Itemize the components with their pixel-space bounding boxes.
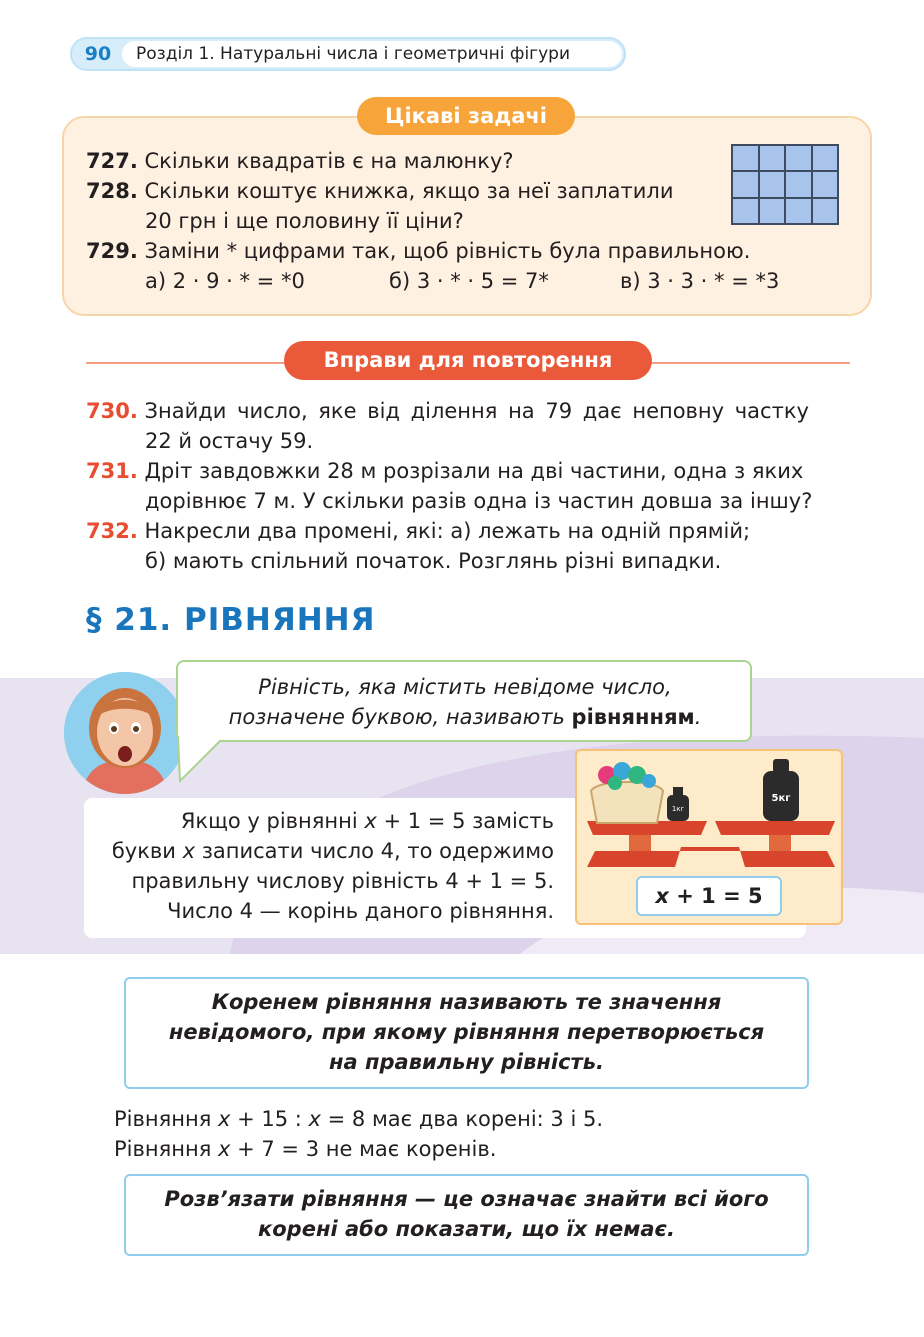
root-definition-line-3: на правильну рівність. [329,1050,604,1074]
task-number: 729. [86,239,138,263]
speech-bubble-tail [168,735,228,785]
task-number: 728. [86,179,138,203]
task-732 [86,516,750,546]
interesting-tasks-title: Цікаві задачі [357,97,575,135]
task-728 [86,176,674,206]
task-text: Дріт завдовжки 28 м розрізали на дві частини, одна з яких [144,459,804,483]
example-two-roots: Рівняння x + 15 : x = 8 має два корені: 3 і 5. [114,1107,603,1131]
equation-label: x + 1 = 5 [636,876,782,916]
task-732-cont: б) мають спільний початок. Розглянь різні випадки. [145,549,722,573]
example-line-4: Число 4 — корінь даного рівняння. [167,899,554,923]
task-728-cont: 20 грн і ще половину її ціни? [145,209,464,233]
solve-definition-line-1: Розв’язати рівняння — це означає знайти всі його [164,1187,769,1211]
chapter-title: Розділ 1. Натуральні числа і геометричні фігури [136,44,571,64]
task-text: Накресли два промені, які: а) лежать на одній прямій; [144,519,751,543]
weight-big-label: 5кг [771,793,791,804]
root-definition-line-1: Коренем рівняння називають те значення [211,990,722,1014]
section-title: § 21. РІВНЯННЯ [86,602,376,638]
weight-small-label: 1кг [671,805,685,813]
root-definition-line-2: невідомого, при якому рівняння перетворюється [168,1020,765,1044]
task-number: 727. [86,149,138,173]
task-text: Знайди число, яке від ділення на 79 дає неповну частку [144,399,809,423]
definition-line-2: позначене буквою, називають рівнянням. [228,705,702,729]
task-729-b: б) 3 · * · 5 = 7* [389,269,549,293]
equation-definition [180,672,750,732]
task-731 [86,456,803,486]
task-731-cont: дорівнює 7 м. У скільки разів одна із частин довша за іншу? [145,489,813,513]
squares-figure [731,144,839,225]
task-729-c: в) 3 · 3 · * = *3 [620,269,780,293]
solve-definition-box [124,1174,809,1256]
example-no-roots: Рівняння x + 7 = 3 не має коренів. [114,1137,497,1161]
task-727 [86,146,514,176]
example-line-3: правильну числову рівність 4 + 1 = 5. [131,869,554,893]
root-definition-box [124,977,809,1089]
task-number: 731. [86,459,138,483]
term-equation: рівнянням [571,705,695,729]
task-729 [86,236,750,266]
task-730-cont: 22 й остачу 59. [145,429,314,453]
task-729-a: а) 2 · 9 · * = *0 [145,269,305,293]
task-text: Скільки квадратів є на малюнку? [144,149,514,173]
task-text: Скільки коштує книжка, якщо за неї заплатили [144,179,674,203]
task-number: 730. [86,399,138,423]
task-text: Заміни * цифрами так, щоб рівність була правильною. [144,239,751,263]
example-line-2: букви x записати число 4, то одержимо [111,839,554,863]
example-line-1: Якщо у рівнянні x + 1 = 5 замість [180,809,554,833]
task-730 [86,396,809,426]
solve-definition-line-2: корені або показати, що їх немає. [258,1217,675,1241]
example-text [98,806,554,926]
task-number: 732. [86,519,138,543]
page-number: 90 [84,43,112,65]
definition-line-1: Рівність, яка містить невідоме число, [258,675,672,699]
review-title: Вправи для повторення [284,341,652,380]
